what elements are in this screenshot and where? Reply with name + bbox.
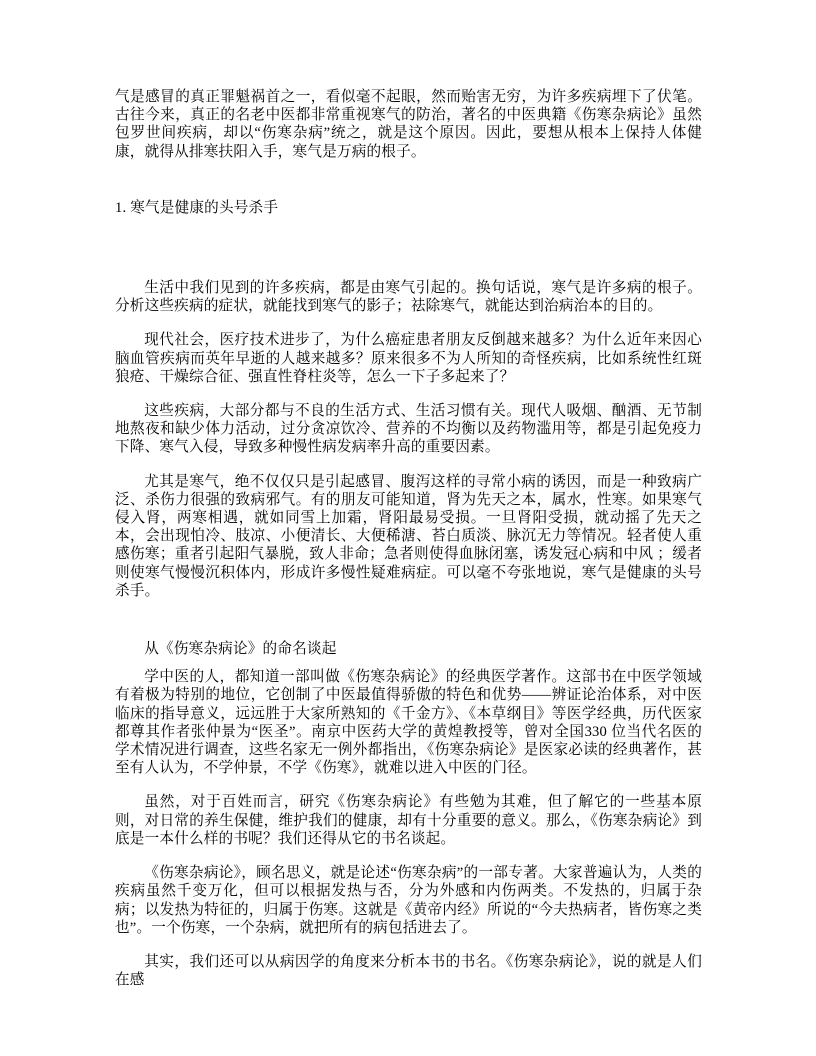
paragraph-lifestyle: 这些疾病，大部分都与不良的生活方式、生活习惯有关。现代人吸烟、酗酒、无节制地熬夜和缺少体力活动，过分贪凉饮冷、营养的不均衡以及药物滥用等，都是引起免疫力下降、寒气入侵，导致多种慢性病发病率升高的重要因素。	[115, 403, 702, 456]
paragraph-intro: 气是感冒的真正罪魁祸首之一，看似毫不起眼，然而贻害无穷，为许多疾病埋下了伏笔。古往今来，真正的名老中医都非常重视寒气的防治，著名的中医典籍《伤寒杂病论》虽然包罗世间疾病，却以“伤寒杂病”统之，就是这个原因。因此，要想从根本上保持人体健康，就得从排寒扶阳入手，寒气是万病的根子。	[115, 89, 702, 160]
section-heading-shanghan-naming: 从《伤寒杂病论》的命名谈起	[144, 641, 337, 658]
paragraph-common-people: 虽然，对于百姓而言，研究《伤寒杂病论》有些勉为其难，但了解它的一些基本原则，对日常的养生保健，维护我们的健康，却有十分重要的意义。那么，《伤寒杂病论》到底是一本什么样的书呢？我们还得从它的书名谈起。	[115, 794, 702, 847]
paragraph-book-title-meaning: 《伤寒杂病论》，顾名思义，就是论述“伤寒杂病”的一部专著。大家普遍认为，人类的疾病虽然千变万化，但可以根据发热与否，分为外感和内伤两类。不发热的，归属于杂病；以发热为特征的，归属于伤寒。这就是《黄帝内经》所说的“今夫热病者，皆伤寒之类也”。一个伤寒，一个杂病，就把所有的病包括进去了。	[115, 865, 702, 936]
paragraph-life-diseases: 生活中我们见到的许多疾病，都是由寒气引起的。换句话说，寒气是许多病的根子。分析这些疾病的症状，就能找到寒气的影子；祛除寒气，就能达到治病治本的目的。	[115, 280, 702, 315]
paragraph-cold-harm: 尤其是寒气，绝不仅仅只是引起感冒、腹泻这样的寻常小病的诱因，而是一种致病广泛、杀伤力很强的致病邪气。有的朋友可能知道，肾为先天之本，属水，性寒。如果寒气侵入肾，两寒相遇，就如同雪上加霜，肾阳最易受损。一旦肾阳受损，就动摇了先天之本，会出现怕冷、肢凉、小便清长、大便稀溏、苔白质淡、脉沉无力等情况。轻者使人重感伤寒；重者引起阳气暴脱，致人非命；急者则使得血脉闭塞，诱发冠心病和中风 ；缓者则使寒气慢慢沉积体内，形成许多慢性疑难病症。可以毫不夸张地说，寒气是健康的头号杀手。	[115, 473, 702, 599]
paragraph-etiology: 其实，我们还可以从病因学的角度来分析本书的书名。《伤寒杂病论》，说的就是人们在感	[115, 953, 702, 989]
page-content	[115, 88, 702, 1005]
section-heading-cold-killer: 1. 寒气是健康的头号杀手	[115, 199, 279, 216]
paragraph-classic-work: 学中医的人，都知道一部叫做《伤寒杂病论》的经典医学著作。这部书在中医学领域有着极为特别的地位，它创制了中医最值得骄傲的特色和优势——辨证论治体系，对中医临床的指导意义，远远胜于大家所熟知的《千金方》、《本草纲目》等医学经典，历代医家都尊其作者张仲景为“医圣”。南京中医药大学的黄煌教授等，曾对全国330 位当代名医的学术情况进行调查，这些名家无一例外都指出，《伤寒杂病论》是医家必读的经典著作，甚至有人认为，不学仲景，不学《伤寒》，就难以进入中医的门径。	[115, 669, 702, 777]
paragraph-modern-society: 现代社会，医疗技术进步了，为什么癌症患者朋友反倒越来越多？为什么近年来因心脑血管疾病而英年早逝的人越来越多？原来很多不为人所知的奇怪疾病，比如系统性红斑狼疮、干燥综合征、强直性脊柱炎等，怎么一下子多起来了？	[115, 332, 702, 385]
